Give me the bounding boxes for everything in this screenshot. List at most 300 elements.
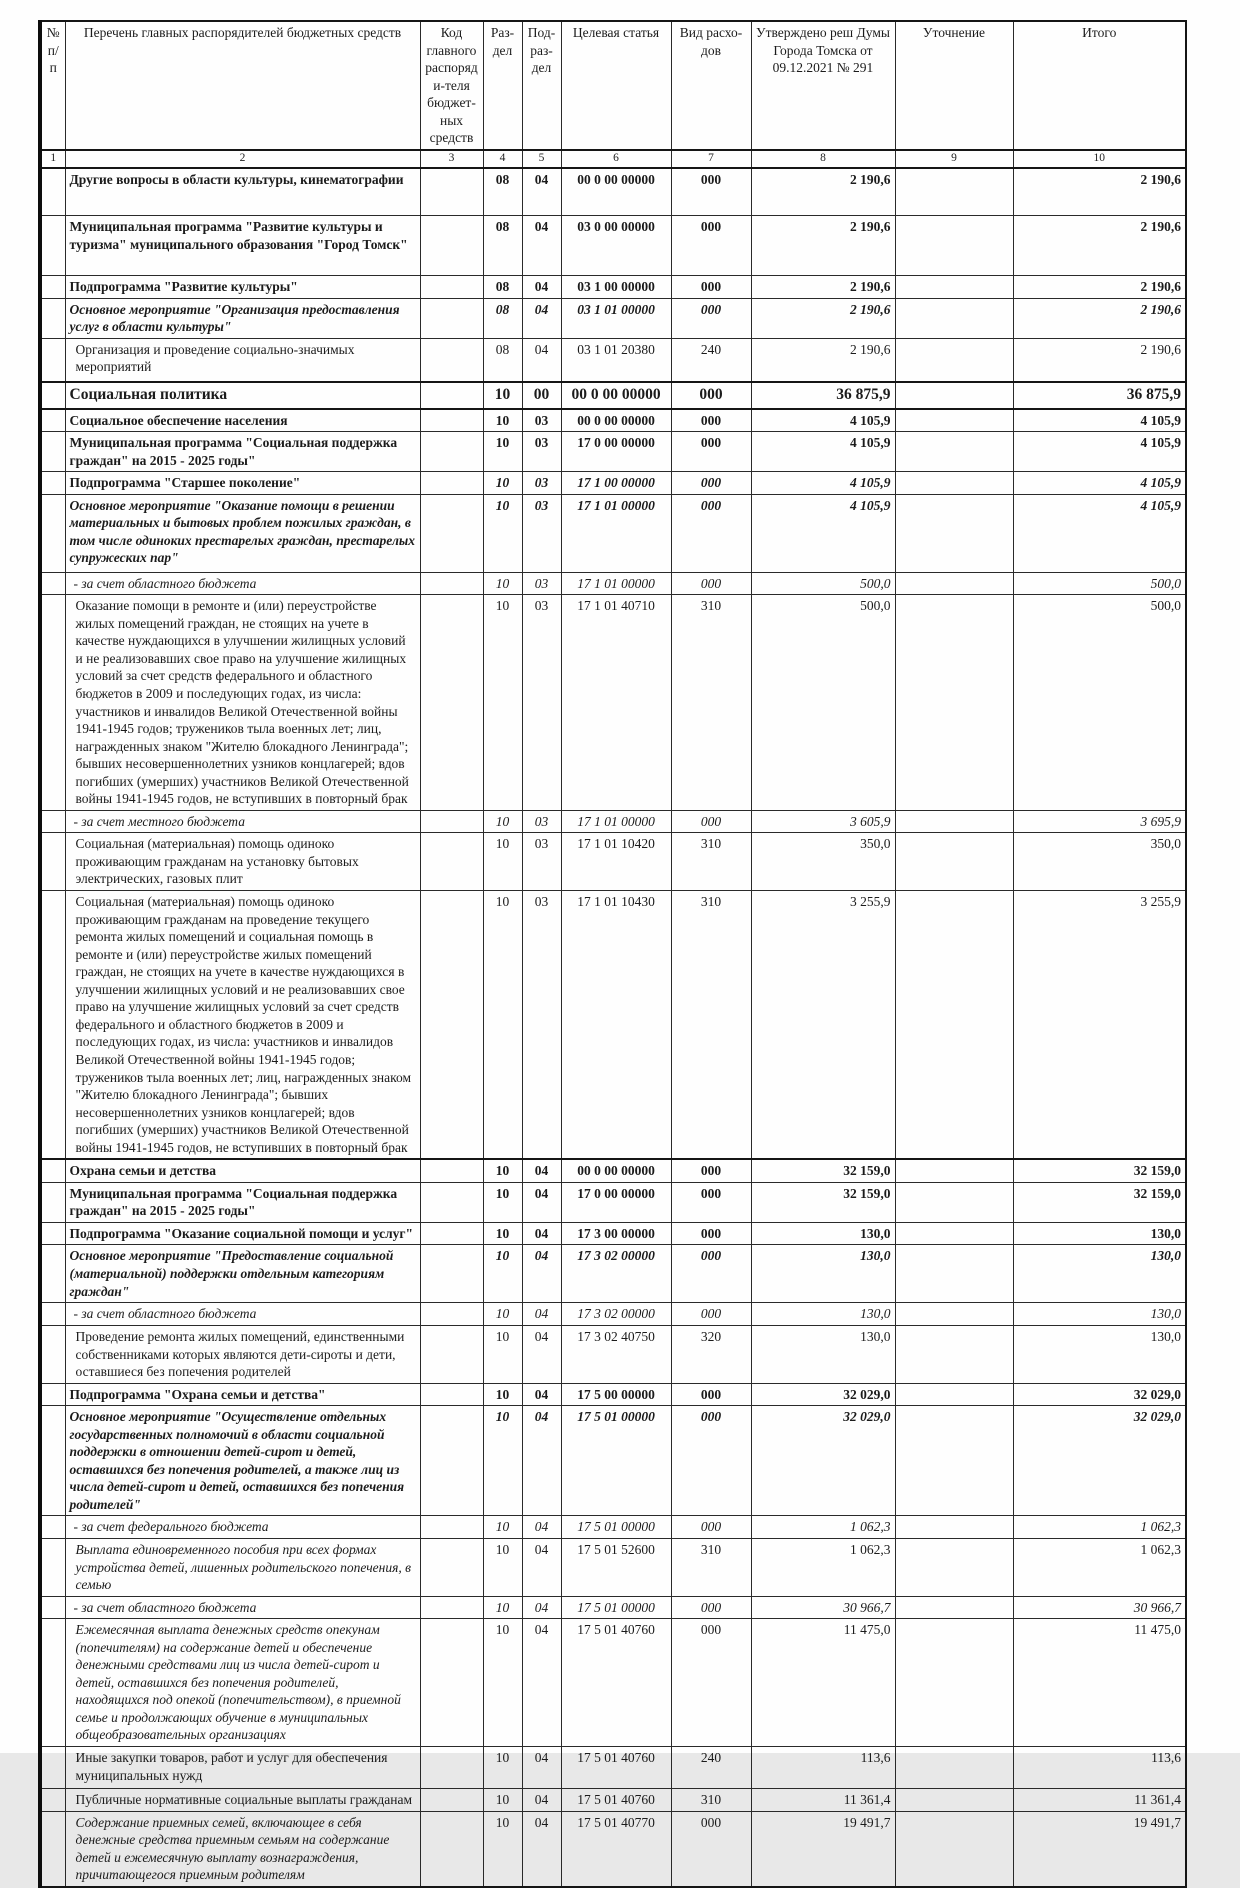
cell-total-amount: 130,0 — [1013, 1222, 1186, 1245]
cell-recipient-code — [420, 298, 483, 338]
cell-adjustment — [895, 572, 1013, 595]
cell-total-amount: 2 190,6 — [1013, 168, 1186, 216]
cell-expense-type: 000 — [671, 572, 751, 595]
cell-row-number — [40, 276, 65, 299]
cell-target-article: 17 1 01 00000 — [561, 572, 671, 595]
cell-adjustment — [895, 810, 1013, 833]
cell-recipient-name: Подпрограмма "Оказание социальной помощи и услуг" — [65, 1222, 420, 1245]
cell-approved-amount: 36 875,9 — [751, 382, 895, 408]
table-body — [40, 168, 1186, 1887]
cell-approved-amount: 11 475,0 — [751, 1619, 895, 1747]
table-row — [40, 1747, 1186, 1789]
cell-total-amount: 2 190,6 — [1013, 276, 1186, 299]
cell-section: 10 — [483, 1789, 522, 1812]
cell-subsection: 04 — [522, 1538, 561, 1596]
cell-section: 08 — [483, 168, 522, 216]
cell-recipient-name: Другие вопросы в области культуры, кинематографии — [65, 168, 420, 216]
cell-expense-type: 000 — [671, 1159, 751, 1182]
cell-total-amount: 32 029,0 — [1013, 1383, 1186, 1406]
cell-recipient-name: Муниципальная программа "Социальная поддержка граждан" на 2015 - 2025 годы" — [65, 1182, 420, 1222]
cell-subsection: 04 — [522, 1516, 561, 1539]
table-row — [40, 810, 1186, 833]
cell-recipient-code — [420, 1619, 483, 1747]
cell-subsection: 03 — [522, 810, 561, 833]
cell-adjustment — [895, 472, 1013, 495]
cell-total-amount: 2 190,6 — [1013, 338, 1186, 382]
table-row — [40, 1538, 1186, 1596]
cell-approved-amount: 1 062,3 — [751, 1538, 895, 1596]
cell-recipient-code — [420, 1516, 483, 1539]
cell-target-article: 03 1 01 20380 — [561, 338, 671, 382]
cell-expense-type: 000 — [671, 1596, 751, 1619]
cell-target-article: 17 5 01 00000 — [561, 1516, 671, 1539]
cell-section: 08 — [483, 216, 522, 276]
cell-recipient-name: Иные закупки товаров, работ и услуг для обеспечения муниципальных нужд — [65, 1747, 420, 1789]
cell-subsection: 04 — [522, 1406, 561, 1516]
cell-section: 10 — [483, 833, 522, 891]
cell-total-amount: 2 190,6 — [1013, 298, 1186, 338]
cell-subsection: 03 — [522, 409, 561, 432]
cell-expense-type: 240 — [671, 338, 751, 382]
cell-recipient-code — [420, 216, 483, 276]
cell-subsection: 04 — [522, 1596, 561, 1619]
table-row — [40, 432, 1186, 472]
cell-section: 10 — [483, 494, 522, 572]
table-row — [40, 1245, 1186, 1303]
cell-recipient-name: Проведение ремонта жилых помещений, единственными собственниками которых являются дети-сироты и дети, оставшиеся без попечения родителей — [65, 1325, 420, 1383]
cell-adjustment — [895, 1811, 1013, 1887]
cell-recipient-code — [420, 1406, 483, 1516]
cell-approved-amount: 3 605,9 — [751, 810, 895, 833]
cell-section: 10 — [483, 1222, 522, 1245]
cell-target-article: 17 5 01 00000 — [561, 1406, 671, 1516]
cell-recipient-name: - за счет местного бюджета — [65, 810, 420, 833]
cell-adjustment — [895, 1383, 1013, 1406]
cell-approved-amount: 113,6 — [751, 1747, 895, 1789]
cell-recipient-code — [420, 382, 483, 408]
cell-row-number — [40, 494, 65, 572]
cell-approved-amount: 4 105,9 — [751, 432, 895, 472]
cell-recipient-name: Социальное обеспечение населения — [65, 409, 420, 432]
cell-approved-amount: 11 361,4 — [751, 1789, 895, 1812]
cell-subsection: 04 — [522, 1325, 561, 1383]
cell-section: 10 — [483, 595, 522, 811]
cell-target-article: 17 0 00 00000 — [561, 1182, 671, 1222]
cell-target-article: 00 0 00 00000 — [561, 409, 671, 432]
cell-approved-amount: 30 966,7 — [751, 1596, 895, 1619]
table-row — [40, 494, 1186, 572]
cell-target-article: 17 5 00 00000 — [561, 1383, 671, 1406]
cell-total-amount: 130,0 — [1013, 1245, 1186, 1303]
cell-total-amount: 500,0 — [1013, 595, 1186, 811]
cell-subsection: 04 — [522, 298, 561, 338]
cell-recipient-name: - за счет областного бюджета — [65, 1596, 420, 1619]
table-row — [40, 338, 1186, 382]
cell-section: 10 — [483, 1747, 522, 1789]
cell-recipient-name: Муниципальная программа "Социальная поддержка граждан" на 2015 - 2025 годы" — [65, 432, 420, 472]
cell-row-number — [40, 833, 65, 891]
cell-recipient-code — [420, 833, 483, 891]
cell-expense-type: 000 — [671, 1222, 751, 1245]
cell-expense-type: 000 — [671, 494, 751, 572]
column-header-recipients-list: Перечень главных распорядителей бюджетных средств — [65, 21, 420, 150]
cell-subsection: 04 — [522, 1245, 561, 1303]
cell-approved-amount: 2 190,6 — [751, 168, 895, 216]
cell-section: 10 — [483, 1516, 522, 1539]
cell-subsection: 03 — [522, 595, 561, 811]
cell-expense-type: 000 — [671, 409, 751, 432]
cell-total-amount: 30 966,7 — [1013, 1596, 1186, 1619]
column-number-4: 4 — [483, 150, 522, 168]
cell-expense-type: 000 — [671, 298, 751, 338]
cell-target-article: 00 0 00 00000 — [561, 382, 671, 408]
cell-recipient-name: Подпрограмма "Развитие культуры" — [65, 276, 420, 299]
cell-expense-type: 000 — [671, 382, 751, 408]
cell-recipient-name: Основное мероприятие "Предоставление социальной (материальной) поддержки отдельным категориям граждан" — [65, 1245, 420, 1303]
cell-row-number — [40, 1596, 65, 1619]
cell-total-amount: 500,0 — [1013, 572, 1186, 595]
cell-recipient-code — [420, 1789, 483, 1812]
table-row — [40, 1325, 1186, 1383]
cell-row-number — [40, 1182, 65, 1222]
cell-section: 10 — [483, 432, 522, 472]
cell-subsection: 03 — [522, 494, 561, 572]
cell-target-article: 17 3 00 00000 — [561, 1222, 671, 1245]
cell-target-article: 17 5 01 40760 — [561, 1619, 671, 1747]
cell-subsection: 03 — [522, 432, 561, 472]
cell-target-article: 17 0 00 00000 — [561, 432, 671, 472]
cell-row-number — [40, 572, 65, 595]
cell-adjustment — [895, 1516, 1013, 1539]
cell-target-article: 03 1 00 00000 — [561, 276, 671, 299]
cell-recipient-name: Основное мероприятие "Осуществление отдельных государственных полномочий в области социальной поддержки в отношении детей-сирот и детей, оставшихся без попечения родителей, а также лиц из числа детей-сирот и детей, оставшихся без попечения родителей" — [65, 1406, 420, 1516]
cell-subsection: 04 — [522, 1159, 561, 1182]
cell-target-article: 00 0 00 00000 — [561, 168, 671, 216]
cell-section: 10 — [483, 1538, 522, 1596]
column-header-section: Раз-дел — [483, 21, 522, 150]
cell-target-article: 17 3 02 00000 — [561, 1245, 671, 1303]
cell-total-amount: 113,6 — [1013, 1747, 1186, 1789]
cell-row-number — [40, 298, 65, 338]
cell-approved-amount: 130,0 — [751, 1325, 895, 1383]
cell-expense-type: 000 — [671, 1245, 751, 1303]
cell-row-number — [40, 1619, 65, 1747]
cell-total-amount: 130,0 — [1013, 1303, 1186, 1326]
cell-recipient-name: Муниципальная программа "Развитие культуры и туризма" муниципального образования "Город Томск" — [65, 216, 420, 276]
cell-expense-type: 000 — [671, 168, 751, 216]
cell-section: 10 — [483, 1596, 522, 1619]
cell-approved-amount: 32 159,0 — [751, 1159, 895, 1182]
cell-total-amount: 19 491,7 — [1013, 1811, 1186, 1887]
cell-total-amount: 11 361,4 — [1013, 1789, 1186, 1812]
cell-subsection: 04 — [522, 1811, 561, 1887]
cell-approved-amount: 4 105,9 — [751, 409, 895, 432]
cell-approved-amount: 4 105,9 — [751, 472, 895, 495]
cell-target-article: 17 1 01 10430 — [561, 891, 671, 1160]
cell-recipient-code — [420, 1325, 483, 1383]
column-header-target-article: Целевая статья — [561, 21, 671, 150]
cell-subsection: 04 — [522, 276, 561, 299]
budget-table — [38, 20, 1187, 1888]
cell-recipient-name: Основное мероприятие "Организация предоставления услуг в области культуры" — [65, 298, 420, 338]
table-row — [40, 1222, 1186, 1245]
cell-subsection: 04 — [522, 1619, 561, 1747]
cell-adjustment — [895, 1245, 1013, 1303]
cell-approved-amount: 32 029,0 — [751, 1406, 895, 1516]
cell-adjustment — [895, 276, 1013, 299]
cell-row-number — [40, 432, 65, 472]
cell-row-number — [40, 1325, 65, 1383]
cell-adjustment — [895, 1159, 1013, 1182]
cell-section: 10 — [483, 1406, 522, 1516]
cell-subsection: 03 — [522, 472, 561, 495]
cell-subsection: 04 — [522, 338, 561, 382]
cell-adjustment — [895, 382, 1013, 408]
table-row — [40, 891, 1186, 1160]
cell-row-number — [40, 1406, 65, 1516]
cell-subsection: 04 — [522, 1182, 561, 1222]
cell-subsection: 04 — [522, 1789, 561, 1812]
cell-subsection: 04 — [522, 1303, 561, 1326]
cell-expense-type: 000 — [671, 1182, 751, 1222]
cell-total-amount: 32 159,0 — [1013, 1159, 1186, 1182]
column-number-5: 5 — [522, 150, 561, 168]
cell-approved-amount: 4 105,9 — [751, 494, 895, 572]
cell-expense-type: 000 — [671, 472, 751, 495]
cell-row-number — [40, 168, 65, 216]
cell-expense-type: 240 — [671, 1747, 751, 1789]
cell-target-article: 17 5 01 40770 — [561, 1811, 671, 1887]
cell-section: 08 — [483, 298, 522, 338]
cell-row-number — [40, 1159, 65, 1182]
cell-subsection: 04 — [522, 168, 561, 216]
cell-target-article: 17 5 01 40760 — [561, 1789, 671, 1812]
cell-row-number — [40, 1516, 65, 1539]
cell-recipient-name: Основное мероприятие "Оказание помощи в решении материальных и бытовых проблем пожилых граждан, в том числе одиноких престарелых граждан, престарелых супружеских пар" — [65, 494, 420, 572]
cell-recipient-code — [420, 1303, 483, 1326]
cell-approved-amount: 350,0 — [751, 833, 895, 891]
cell-expense-type: 000 — [671, 1383, 751, 1406]
cell-expense-type: 000 — [671, 810, 751, 833]
cell-expense-type: 000 — [671, 1619, 751, 1747]
column-header-total: Итого — [1013, 21, 1186, 150]
cell-target-article: 03 0 00 00000 — [561, 216, 671, 276]
cell-adjustment — [895, 891, 1013, 1160]
cell-subsection: 04 — [522, 1747, 561, 1789]
cell-adjustment — [895, 1619, 1013, 1747]
cell-approved-amount: 2 190,6 — [751, 216, 895, 276]
cell-row-number — [40, 472, 65, 495]
table-row — [40, 1596, 1186, 1619]
cell-row-number — [40, 382, 65, 408]
cell-section: 10 — [483, 409, 522, 432]
table-row — [40, 1303, 1186, 1326]
cell-recipient-name: - за счет федерального бюджета — [65, 1516, 420, 1539]
cell-adjustment — [895, 216, 1013, 276]
cell-total-amount: 1 062,3 — [1013, 1538, 1186, 1596]
table-row — [40, 409, 1186, 432]
column-header-expense-type: Вид расхо-дов — [671, 21, 751, 150]
cell-adjustment — [895, 1303, 1013, 1326]
cell-expense-type: 310 — [671, 891, 751, 1160]
cell-section: 10 — [483, 1325, 522, 1383]
cell-approved-amount: 500,0 — [751, 595, 895, 811]
cell-subsection: 00 — [522, 382, 561, 408]
cell-recipient-code — [420, 1596, 483, 1619]
cell-adjustment — [895, 409, 1013, 432]
table-row — [40, 1182, 1186, 1222]
cell-approved-amount: 130,0 — [751, 1222, 895, 1245]
cell-row-number — [40, 891, 65, 1160]
cell-section: 10 — [483, 1303, 522, 1326]
cell-section: 10 — [483, 891, 522, 1160]
cell-recipient-name: - за счет областного бюджета — [65, 572, 420, 595]
cell-adjustment — [895, 595, 1013, 811]
table-row — [40, 216, 1186, 276]
column-header-row-number: № п/п — [40, 21, 65, 150]
cell-recipient-name: Подпрограмма "Охрана семьи и детства" — [65, 1383, 420, 1406]
cell-approved-amount: 2 190,6 — [751, 276, 895, 299]
cell-section: 08 — [483, 276, 522, 299]
table-row — [40, 298, 1186, 338]
cell-total-amount: 4 105,9 — [1013, 494, 1186, 572]
cell-row-number — [40, 1222, 65, 1245]
column-header-adjustment: Уточнение — [895, 21, 1013, 150]
cell-total-amount: 32 159,0 — [1013, 1182, 1186, 1222]
cell-approved-amount: 3 255,9 — [751, 891, 895, 1160]
cell-expense-type: 310 — [671, 1789, 751, 1812]
cell-expense-type: 000 — [671, 1303, 751, 1326]
cell-expense-type: 310 — [671, 833, 751, 891]
cell-adjustment — [895, 1406, 1013, 1516]
cell-recipient-name: Социальная политика — [65, 382, 420, 408]
cell-adjustment — [895, 168, 1013, 216]
cell-section: 10 — [483, 1811, 522, 1887]
column-number-3: 3 — [420, 150, 483, 168]
cell-section: 08 — [483, 338, 522, 382]
cell-section: 10 — [483, 810, 522, 833]
cell-recipient-code — [420, 1538, 483, 1596]
cell-recipient-code — [420, 338, 483, 382]
cell-adjustment — [895, 432, 1013, 472]
cell-row-number — [40, 1383, 65, 1406]
cell-subsection: 04 — [522, 1383, 561, 1406]
cell-recipient-name: Подпрограмма "Старшее поколение" — [65, 472, 420, 495]
cell-recipient-code — [420, 472, 483, 495]
cell-approved-amount: 32 029,0 — [751, 1383, 895, 1406]
cell-recipient-name: Ежемесячная выплата денежных средств опекунам (попечителям) на содержание детей и обеспечение денежными средствами лиц из числа детей-сирот и детей, оставшихся без попечения родителей, находящихся под опекой (попечительством), в приемной семье и продолжающих обучение в муниципальных общеобразовательных организациях — [65, 1619, 420, 1747]
cell-row-number — [40, 1747, 65, 1789]
cell-target-article: 17 5 01 40760 — [561, 1747, 671, 1789]
cell-row-number — [40, 1811, 65, 1887]
cell-adjustment — [895, 833, 1013, 891]
table-row — [40, 168, 1186, 216]
cell-recipient-code — [420, 1182, 483, 1222]
cell-adjustment — [895, 1596, 1013, 1619]
table-row — [40, 1789, 1186, 1812]
cell-total-amount: 350,0 — [1013, 833, 1186, 891]
cell-expense-type: 310 — [671, 1538, 751, 1596]
cell-recipient-name: Охрана семьи и детства — [65, 1159, 420, 1182]
cell-total-amount: 36 875,9 — [1013, 382, 1186, 408]
table-row — [40, 1159, 1186, 1182]
cell-subsection: 04 — [522, 1222, 561, 1245]
cell-row-number — [40, 1789, 65, 1812]
cell-approved-amount: 1 062,3 — [751, 1516, 895, 1539]
cell-recipient-code — [420, 1383, 483, 1406]
table-row — [40, 276, 1186, 299]
cell-subsection: 03 — [522, 891, 561, 1160]
column-number-9: 9 — [895, 150, 1013, 168]
cell-section: 10 — [483, 1383, 522, 1406]
cell-row-number — [40, 216, 65, 276]
cell-row-number — [40, 595, 65, 811]
cell-recipient-code — [420, 432, 483, 472]
cell-recipient-code — [420, 891, 483, 1160]
cell-recipient-name: Социальная (материальная) помощь одиноко проживающим гражданам на проведение текущего ремонта жилых помещений и социальная помощь в ремонте и (или) переустройстве жилых помещений граждан, не стоящих на учете в качестве нуждающихся в улучшении жилищных условий и не реализовавших свое право на улучшение жилищных условий за счет средств федерального и областного бюджетов в 2009 и последующих годах, из числа: участников и инвалидов Великой Отечественной войны 1941-1945 годов; тружеников тыла военных лет; лиц, награжденных знаком "Жителю блокадного Ленинграда"; бывших несовершеннолетних узников концлагерей; вдов погибших (умерших) участников Великой Отечественной войны 1941-1945 годов, не вступивших в повторный брак — [65, 891, 420, 1160]
cell-target-article: 17 1 01 00000 — [561, 810, 671, 833]
column-number-7: 7 — [671, 150, 751, 168]
cell-target-article: 17 5 01 52600 — [561, 1538, 671, 1596]
cell-row-number — [40, 1538, 65, 1596]
column-number-10: 10 — [1013, 150, 1186, 168]
cell-section: 10 — [483, 1182, 522, 1222]
table-row — [40, 1406, 1186, 1516]
cell-total-amount: 4 105,9 — [1013, 409, 1186, 432]
cell-section: 10 — [483, 1159, 522, 1182]
cell-recipient-code — [420, 595, 483, 811]
cell-adjustment — [895, 1789, 1013, 1812]
cell-recipient-name: Социальная (материальная) помощь одиноко проживающим гражданам на установку бытовых электрических, газовых плит — [65, 833, 420, 891]
cell-adjustment — [895, 1182, 1013, 1222]
cell-approved-amount: 2 190,6 — [751, 338, 895, 382]
cell-total-amount: 32 029,0 — [1013, 1406, 1186, 1516]
table-row — [40, 1811, 1186, 1887]
cell-approved-amount: 2 190,6 — [751, 298, 895, 338]
cell-target-article: 17 3 02 00000 — [561, 1303, 671, 1326]
cell-row-number — [40, 810, 65, 833]
cell-adjustment — [895, 1222, 1013, 1245]
column-number-2: 2 — [65, 150, 420, 168]
cell-total-amount: 4 105,9 — [1013, 432, 1186, 472]
cell-target-article: 17 1 01 00000 — [561, 494, 671, 572]
cell-section: 10 — [483, 1619, 522, 1747]
table-row — [40, 833, 1186, 891]
cell-recipient-code — [420, 1747, 483, 1789]
table-row — [40, 572, 1186, 595]
cell-expense-type: 000 — [671, 276, 751, 299]
cell-adjustment — [895, 338, 1013, 382]
table-header — [40, 21, 1186, 168]
cell-expense-type: 000 — [671, 1516, 751, 1539]
cell-recipient-code — [420, 1245, 483, 1303]
cell-approved-amount: 130,0 — [751, 1303, 895, 1326]
cell-recipient-name: Организация и проведение социально-значимых мероприятий — [65, 338, 420, 382]
cell-subsection: 04 — [522, 216, 561, 276]
cell-recipient-name: Публичные нормативные социальные выплаты гражданам — [65, 1789, 420, 1812]
cell-recipient-name: - за счет областного бюджета — [65, 1303, 420, 1326]
cell-target-article: 17 5 01 00000 — [561, 1596, 671, 1619]
table-row — [40, 1516, 1186, 1539]
cell-section: 10 — [483, 1245, 522, 1303]
cell-recipient-code — [420, 168, 483, 216]
cell-total-amount: 1 062,3 — [1013, 1516, 1186, 1539]
cell-total-amount: 130,0 — [1013, 1325, 1186, 1383]
cell-target-article: 03 1 01 00000 — [561, 298, 671, 338]
cell-recipient-code — [420, 1811, 483, 1887]
cell-row-number — [40, 1245, 65, 1303]
cell-approved-amount: 19 491,7 — [751, 1811, 895, 1887]
